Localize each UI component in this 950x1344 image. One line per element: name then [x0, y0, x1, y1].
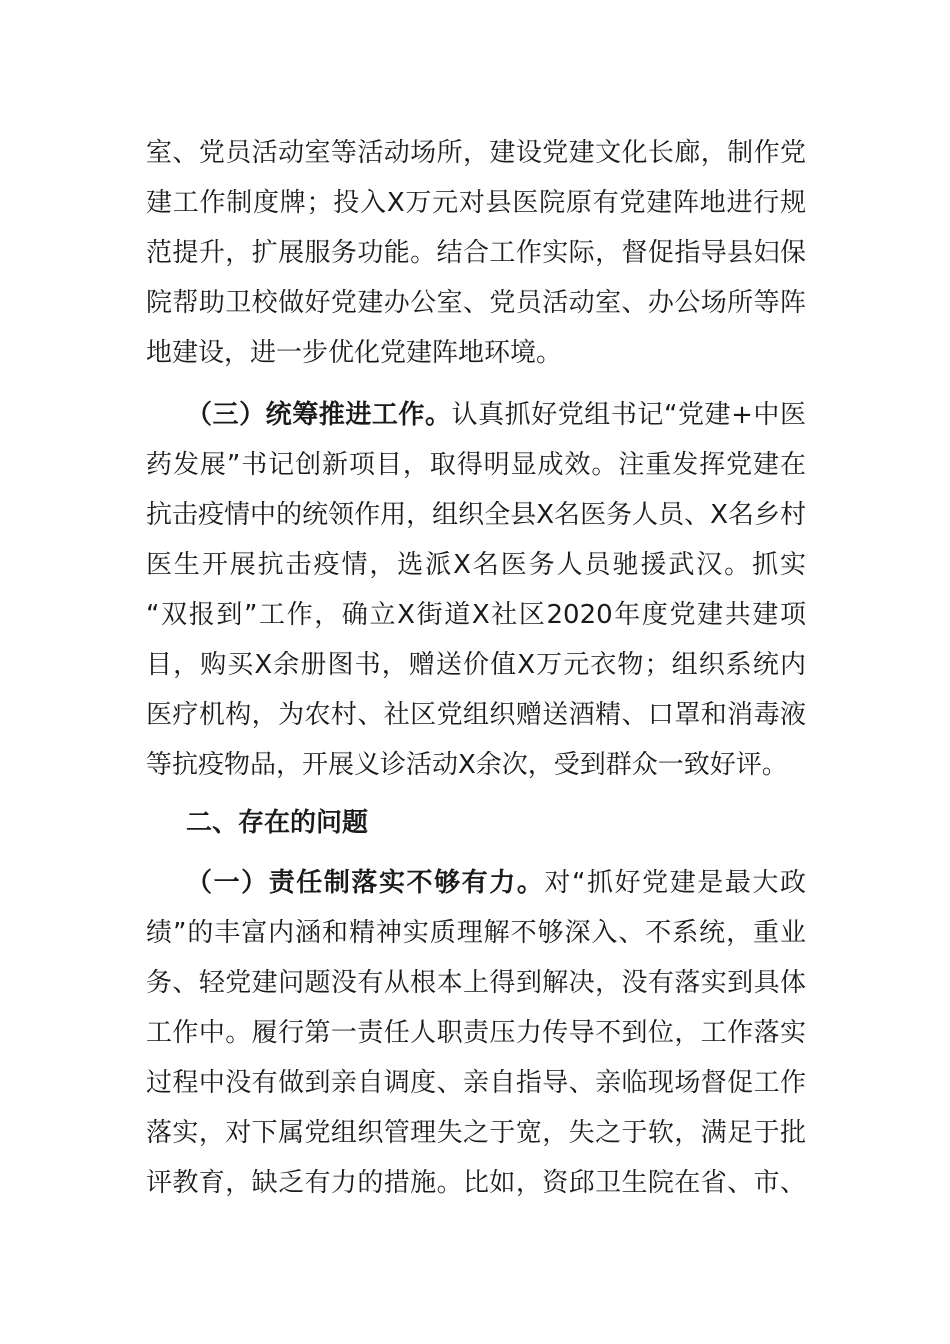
- paragraph-3-lead: （一）责任制落实不够有力。: [186, 868, 545, 898]
- paragraph-3-line-3: 务、轻党建问题没有从根本上得到解决，没有落实到具体: [146, 968, 806, 998]
- paragraph-3-line-6: 落实，对下属党组织管理失之于宽，失之于软，满足于批: [146, 1118, 806, 1148]
- paragraph-1-line-4: 院帮助卫校做好党建办公室、党员活动室、办公场所等阵: [146, 288, 806, 318]
- paragraph-3-line-1: [186, 863, 806, 903]
- paragraph-2-line-8: 等抗疫物品，开展义诊活动X余次，受到群众一致好评。: [146, 750, 788, 780]
- paragraph-3-first-line-rest: 对“抓好党建是最大政: [544, 868, 806, 898]
- paragraph-3-line-5: 过程中没有做到亲自调度、亲自指导、亲临现场督促工作: [146, 1068, 806, 1098]
- paragraph-1-line-5: 地建设，进一步优化党建阵地环境。: [146, 338, 563, 368]
- paragraph-2-lead: （三）统筹推进工作。: [186, 400, 452, 430]
- paragraph-2-line-4: 医生开展抗击疫情，选派X名医务人员驰援武汉。抓实: [146, 550, 806, 580]
- paragraph-1-line-3: 范提升，扩展服务功能。结合工作实际，督促指导县妇保: [146, 238, 806, 268]
- paragraph-1-line-2: 建工作制度牌；投入X万元对县医院原有党建阵地进行规: [146, 188, 806, 218]
- paragraph-2-line-2: 药发展”书记创新项目，取得明显成效。注重发挥党建在: [146, 450, 806, 480]
- section-heading: 二、存在的问题: [186, 808, 369, 838]
- paragraph-3-line-7: 评教育，缺乏有力的措施。比如，资邱卫生院在省、市、: [146, 1168, 806, 1198]
- paragraph-2-line-6: 目，购买X余册图书，赠送价值X万元衣物；组织系统内: [146, 650, 806, 680]
- paragraph-2-line-1: [186, 395, 806, 435]
- paragraph-2-line-7: 医疗机构，为农村、社区党组织赠送酒精、口罩和消毒液: [146, 700, 806, 730]
- paragraph-3-line-2: 绩”的丰富内涵和精神实质理解不够深入、不系统，重业: [146, 918, 806, 948]
- paragraph-2-line-3: 抗击疫情中的统领作用，组织全县X名医务人员、X名乡村: [146, 500, 806, 530]
- paragraph-2-line-5: “双报到”工作，确立X街道X社区2020年度党建共建项: [146, 600, 806, 630]
- paragraph-2-first-line-rest: 认真抓好党组书记“党建+中医: [451, 400, 806, 430]
- paragraph-3-line-4: 工作中。履行第一责任人职责压力传导不到位，工作落实: [146, 1018, 806, 1048]
- paragraph-1-line-1: 室、党员活动室等活动场所，建设党建文化长廊，制作党: [146, 138, 806, 168]
